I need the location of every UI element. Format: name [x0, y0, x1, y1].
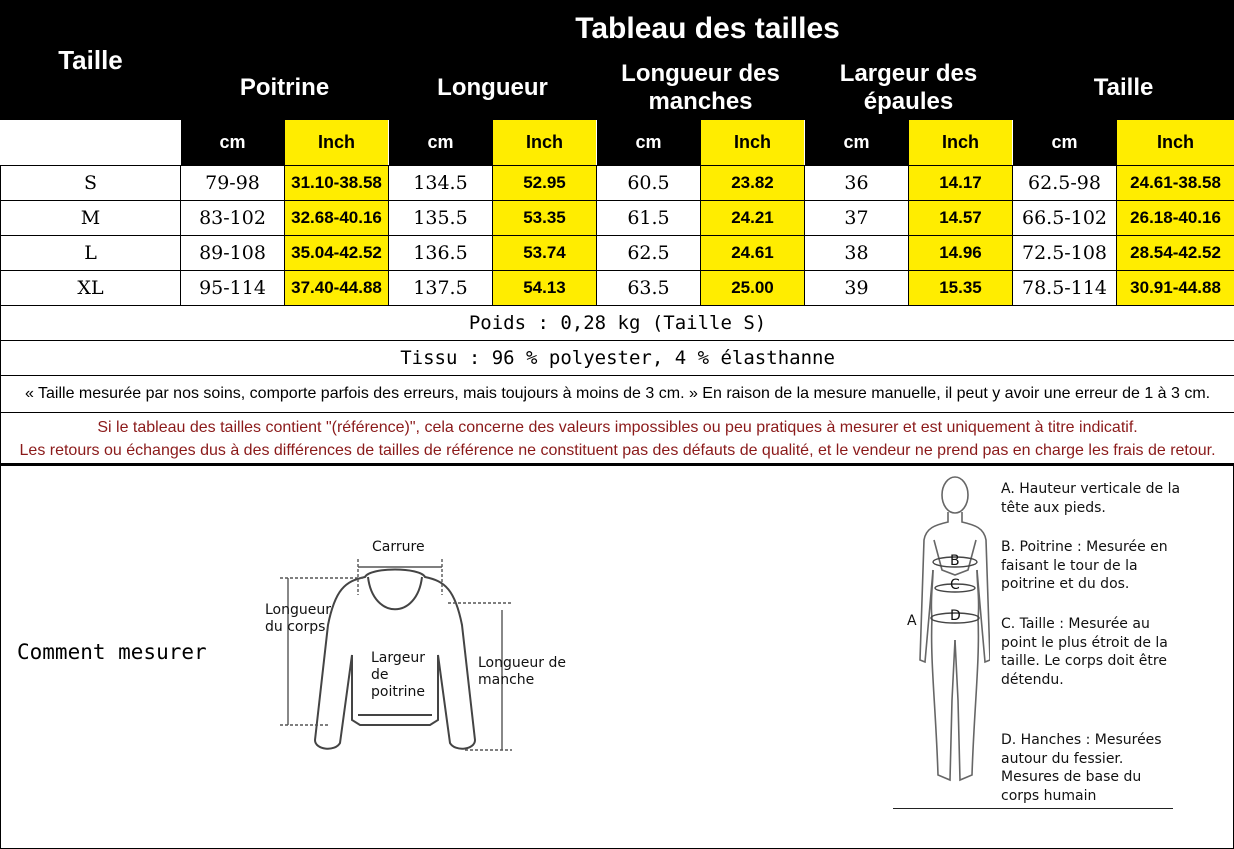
value-cell: 89-108: [181, 236, 285, 271]
letter-a: A: [907, 613, 917, 630]
unit-inch: Inch: [493, 120, 597, 166]
unit-inch: Inch: [1117, 120, 1234, 166]
unit-cm: cm: [1013, 120, 1117, 166]
value-cell: 14.17: [909, 166, 1013, 201]
value-cell: 66.5-102: [1013, 201, 1117, 236]
unit-inch: Inch: [909, 120, 1013, 166]
warning-line-2: Les retours ou échanges dus à des différences de tailles de référence ne constituent pas des défauts de qualité, et le vendeur ne prend pas en charge les frais de retour.: [1, 439, 1234, 462]
body-note-a: A. Hauteur verticale de la tête aux pieds.: [1001, 480, 1191, 517]
value-cell: 37: [805, 201, 909, 236]
size-cell: M: [1, 201, 181, 236]
value-cell: 14.57: [909, 201, 1013, 236]
table-title: Tableau des tailles: [181, 1, 1234, 57]
value-cell: 30.91-44.88: [1117, 271, 1234, 306]
value-cell: 25.00: [701, 271, 805, 306]
table-row: [1, 166, 1234, 201]
letter-c: C: [950, 577, 960, 594]
unit-cm: cm: [389, 120, 493, 166]
body-outline-icon: [920, 477, 990, 780]
value-cell: 37.40-44.88: [285, 271, 389, 306]
value-cell: 28.54-42.52: [1117, 236, 1234, 271]
value-cell: 32.68-40.16: [285, 201, 389, 236]
body-note-c: C. Taille : Mesurée au point le plus étroit de la taille. Le corps doit être détendu.: [1001, 615, 1186, 689]
size-cell: XL: [1, 271, 181, 306]
value-cell: 60.5: [597, 166, 701, 201]
body-note-b: B. Poitrine : Mesurée en faisant le tour de la poitrine et du dos.: [1001, 538, 1191, 594]
value-cell: 135.5: [389, 201, 493, 236]
value-cell: 53.35: [493, 201, 597, 236]
table-row: [1, 201, 1234, 236]
group-header: Poitrine: [181, 57, 389, 120]
value-cell: 137.5: [389, 271, 493, 306]
value-cell: 15.35: [909, 271, 1013, 306]
weight-row: Poids : 0,28 kg (Taille S): [1, 306, 1234, 341]
letter-b: B: [950, 553, 960, 570]
value-cell: 79-98: [181, 166, 285, 201]
blank-cell: [1, 120, 181, 166]
group-header: Taille: [1013, 57, 1234, 120]
fabric-row: Tissu : 96 % polyester, 4 % élasthanne: [1, 341, 1234, 376]
value-cell: 62.5-98: [1013, 166, 1117, 201]
label-chest-width: Largeur de poitrine: [371, 650, 436, 700]
value-cell: 23.82: [701, 166, 805, 201]
size-cell: S: [1, 166, 181, 201]
unit-cm: cm: [597, 120, 701, 166]
value-cell: 36: [805, 166, 909, 201]
value-cell: 61.5: [597, 201, 701, 236]
label-sleeve-length: Longueur de manche: [478, 655, 568, 689]
value-cell: 62.5: [597, 236, 701, 271]
unit-cm: cm: [181, 120, 285, 166]
value-cell: 26.18-40.16: [1117, 201, 1234, 236]
letter-d: D: [950, 608, 961, 625]
measurement-note: « Taille mesurée par nos soins, comporte parfois des erreurs, mais toujours à moins de 3 cm. » En raison de la mesure manuelle, il peut y avoir une erreur de 1 à 3 cm.: [1, 376, 1234, 413]
how-to-measure-title: Comment mesurer: [17, 640, 207, 664]
value-cell: 54.13: [493, 271, 597, 306]
value-cell: 24.61: [701, 236, 805, 271]
warning-line-1: Si le tableau des tailles contient "(référence)", cela concerne des valeurs impossibles ou peu pratiques à mesurer et est uniquement à titre indicatif.: [1, 416, 1234, 439]
value-cell: 39: [805, 271, 909, 306]
group-header: Longueur: [389, 57, 597, 120]
value-cell: 35.04-42.52: [285, 236, 389, 271]
value-cell: 83-102: [181, 201, 285, 236]
value-cell: 134.5: [389, 166, 493, 201]
reference-warning: [1, 413, 1234, 466]
value-cell: 24.21: [701, 201, 805, 236]
size-column-header: Taille: [1, 1, 181, 120]
value-cell: 78.5-114: [1013, 271, 1117, 306]
table-row: [1, 271, 1234, 306]
unit-inch: Inch: [701, 120, 805, 166]
label-shoulder: Carrure: [372, 539, 425, 556]
baseline-divider: [893, 808, 1173, 809]
value-cell: 24.61-38.58: [1117, 166, 1234, 201]
body-figure: [900, 470, 990, 800]
value-cell: 14.96: [909, 236, 1013, 271]
table-row: [1, 236, 1234, 271]
value-cell: 72.5-108: [1013, 236, 1117, 271]
unit-cm: cm: [805, 120, 909, 166]
value-cell: 52.95: [493, 166, 597, 201]
value-cell: 38: [805, 236, 909, 271]
value-cell: 53.74: [493, 236, 597, 271]
size-cell: L: [1, 236, 181, 271]
group-header: Longueur des manches: [597, 57, 805, 120]
value-cell: 136.5: [389, 236, 493, 271]
body-note-d: D. Hanches : Mesurées autour du fessier. Mesures de base du corps humain: [1001, 731, 1181, 805]
value-cell: 31.10-38.58: [285, 166, 389, 201]
unit-inch: Inch: [285, 120, 389, 166]
value-cell: 63.5: [597, 271, 701, 306]
value-cell: 95-114: [181, 271, 285, 306]
group-header: Largeur des épaules: [805, 57, 1013, 120]
label-body-length: Longueur du corps: [265, 602, 345, 636]
